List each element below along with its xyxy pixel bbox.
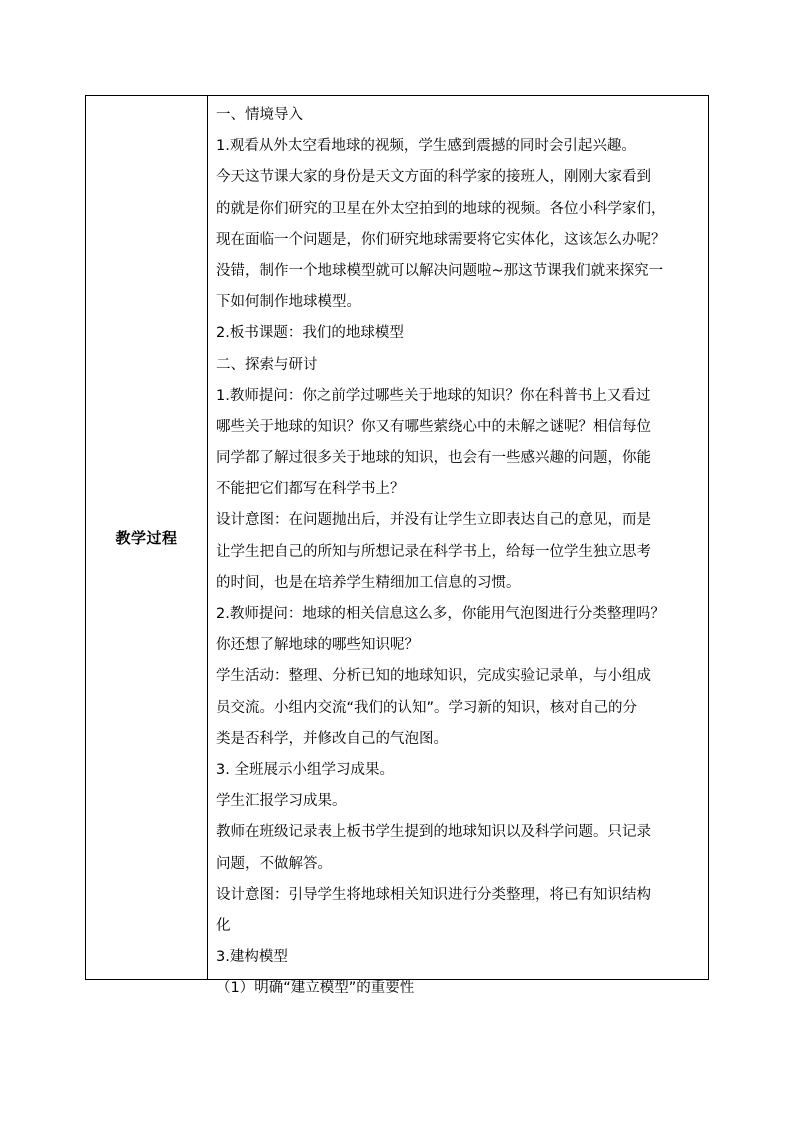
content-line: 问题，不做解答。 xyxy=(216,855,332,872)
lesson-table xyxy=(85,95,709,997)
content-line: 设计意图：引导学生将地球相关知识进行分类整理，将已有知识结构 xyxy=(216,886,651,903)
content-line: 你还想了解地球的哪些知识呢？ xyxy=(216,637,419,654)
content-line: 1.教师提问：你之前学过哪些关于地球的知识？你在科普书上又看过 xyxy=(216,387,651,404)
content-line: 下如何制作地球模型。 xyxy=(216,294,361,311)
content-line: 让学生把自己的所知与所想记录在科学书上，给每一位学生独立思考 xyxy=(216,543,651,560)
content-line: 3.建构模型 xyxy=(216,949,288,966)
content-line: 类是否科学，并修改自己的气泡图。 xyxy=(216,730,448,747)
content-line: 学生活动：整理、分析已知的地球知识，完成实验记录单，与小组成 xyxy=(216,668,651,685)
content-line: 没错，制作一个地球模型就可以解决问题啦~那这节课我们就来探究一 xyxy=(216,262,664,279)
content-line: 现在面临一个问题是，你们研究地球需要将它实体化，这该怎么办呢？ xyxy=(216,231,666,248)
content-line: 1.观看从外太空看地球的视频，学生感到震撼的同时会引起兴趣。 xyxy=(216,138,636,155)
content-line: 今天这节课大家的身份是天文方面的科学家的接班人，刚刚大家看到 xyxy=(216,169,651,186)
content-cell xyxy=(216,100,706,1004)
content-line: 的就是你们研究的卫星在外太空拍到的地球的视频。各位小科学家们， xyxy=(216,200,666,217)
content-line: 化 xyxy=(216,917,231,934)
content-line: 2.板书课题：我们的地球模型 xyxy=(216,325,404,342)
content-line: 3. 全班展示小组学习成果。 xyxy=(216,761,394,778)
content-line: 哪些关于地球的知识？你又有哪些萦绕心中的未解之谜呢？相信每位 xyxy=(216,418,651,435)
content-line: 教师在班级记录表上板书学生提到的地球知识以及科学问题。只记录 xyxy=(216,824,651,841)
content-line: 员交流。小组内交流“我们的认知”。学习新的知识，核对自己的分 xyxy=(216,699,638,716)
teaching-process-label: 教学过程 xyxy=(115,529,178,547)
column-divider xyxy=(207,96,208,979)
content-line: 学生汇报学习成果。 xyxy=(216,793,347,810)
content-line: 的时间，也是在培养学生精细加工信息的习惯。 xyxy=(216,574,521,591)
content-line: 设计意图：在问题抛出后，并没有让学生立即表达自己的意见，而是 xyxy=(216,512,651,529)
content-line: 二、探索与研讨 xyxy=(216,356,318,373)
content-line: 不能把它们都写在科学书上？ xyxy=(216,481,405,498)
content-line: 同学都了解过很多关于地球的知识，也会有一些感兴趣的问题，你能 xyxy=(216,450,651,467)
content-line: 2.教师提问：地球的相关信息这么多，你能用气泡图进行分类整理吗？ xyxy=(216,606,665,622)
content-line: （1）明确“建立模型”的重要性 xyxy=(216,980,415,997)
content-line: 一、情境导入 xyxy=(216,107,303,123)
label-cell xyxy=(86,96,207,979)
